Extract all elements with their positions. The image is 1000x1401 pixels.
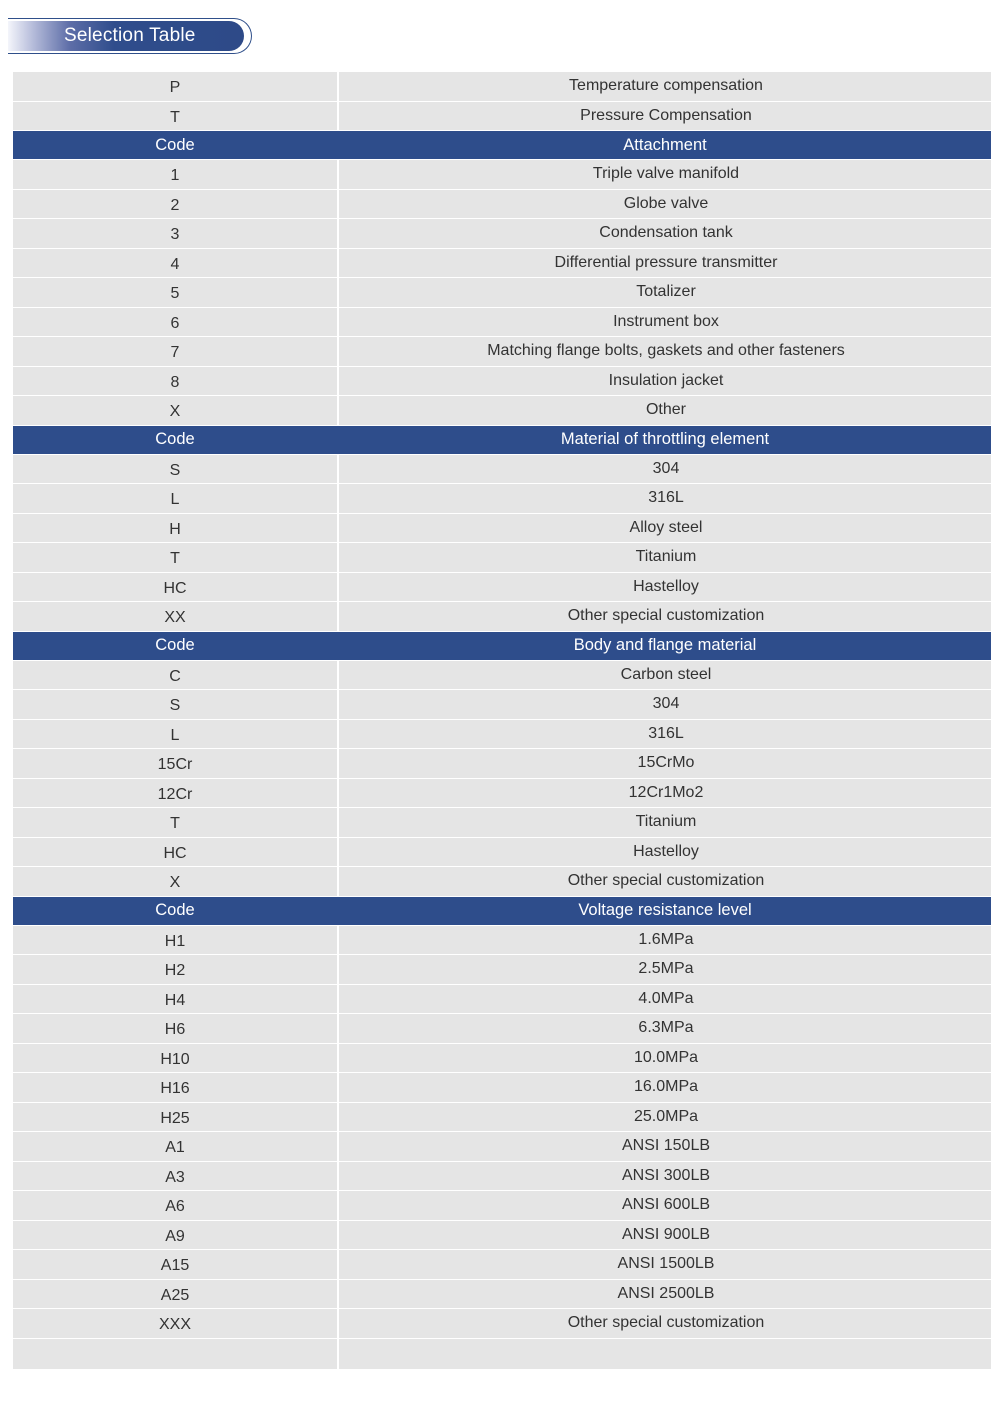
table-row	[13, 190, 991, 220]
table-row	[13, 573, 991, 603]
table-row	[13, 396, 991, 426]
table-row	[13, 779, 991, 809]
code-cell: HC	[13, 838, 339, 867]
description-cell: Titanium	[635, 548, 697, 566]
table-row	[13, 661, 991, 691]
table-row	[13, 926, 991, 956]
code-cell: 2	[13, 190, 339, 219]
description-cell: Differential pressure transmitter	[554, 253, 778, 271]
description-cell: Carbon steel	[620, 665, 712, 683]
code-cell: A3	[13, 1162, 339, 1191]
table-row	[13, 955, 991, 985]
table-row	[13, 1103, 991, 1133]
table-row	[13, 690, 991, 720]
code-cell: XXX	[13, 1309, 339, 1338]
header-description-label: Attachment	[623, 135, 707, 154]
description-cell: Matching flange bolts, gaskets and other fasteners	[487, 342, 845, 360]
description-cell	[339, 1339, 991, 1369]
header-description-label: Body and flange material	[573, 636, 757, 654]
code-cell: A6	[13, 1191, 339, 1220]
code-cell: P	[13, 72, 339, 101]
description-cell: 25.0MPa	[633, 1107, 699, 1125]
code-cell: X	[13, 396, 339, 425]
section-title: Selection Table	[64, 25, 196, 46]
description-cell: Triple valve manifold	[592, 165, 740, 183]
description-cell: ANSI 600LB	[621, 1196, 711, 1214]
table-row	[13, 484, 991, 514]
table-row	[13, 1250, 991, 1280]
header-description-label: Material of throttling element	[560, 430, 770, 448]
table-row	[13, 455, 991, 485]
header-code-label: Code	[155, 430, 195, 448]
table-row	[13, 160, 991, 190]
description-cell: 316L	[648, 489, 684, 507]
description-cell: ANSI 300LB	[621, 1166, 711, 1184]
table-row	[13, 1162, 991, 1192]
code-cell: A9	[13, 1221, 339, 1250]
code-cell: T	[13, 808, 339, 837]
description-cell: 6.3MPa	[638, 1019, 694, 1037]
table-row	[13, 543, 991, 573]
code-cell: H10	[13, 1044, 339, 1073]
table-row	[13, 337, 991, 367]
code-cell: 3	[13, 219, 339, 248]
code-cell: H2	[13, 955, 339, 984]
description-cell: ANSI 2500LB	[617, 1284, 715, 1302]
code-cell: 5	[13, 278, 339, 307]
table-row	[13, 720, 991, 750]
description-cell: ANSI 1500LB	[617, 1255, 715, 1273]
table-row	[13, 219, 991, 249]
code-cell: XX	[13, 602, 339, 631]
description-cell: Globe valve	[623, 194, 709, 212]
table-row	[13, 1191, 991, 1221]
code-cell: 15Cr	[13, 749, 339, 778]
code-cell: T	[13, 543, 339, 572]
description-cell: Instrument box	[613, 312, 719, 330]
description-cell: 10.0MPa	[633, 1048, 699, 1066]
table-row	[13, 838, 991, 868]
code-cell: X	[13, 867, 339, 896]
code-cell: C	[13, 661, 339, 690]
table-row	[13, 1309, 991, 1339]
table-section-header	[13, 897, 991, 926]
table-row	[13, 867, 991, 897]
code-cell: 8	[13, 367, 339, 396]
header-code-label: Code	[155, 135, 195, 154]
code-cell: A1	[13, 1132, 339, 1161]
description-cell: Hastelloy	[633, 577, 699, 595]
selection-table	[13, 72, 991, 1370]
code-cell: H6	[13, 1014, 339, 1043]
table-row	[13, 1221, 991, 1251]
table-row	[13, 1339, 991, 1370]
table-row	[13, 808, 991, 838]
code-cell: S	[13, 690, 339, 719]
table-row	[13, 308, 991, 338]
code-cell: 12Cr	[13, 779, 339, 808]
description-cell: Alloy steel	[629, 518, 703, 536]
code-cell: S	[13, 455, 339, 484]
table-row	[13, 367, 991, 397]
code-cell: T	[13, 102, 339, 131]
code-cell: H16	[13, 1073, 339, 1102]
code-cell: 1	[13, 160, 339, 189]
code-cell: 4	[13, 249, 339, 278]
description-cell: Hastelloy	[633, 842, 699, 860]
code-cell: L	[13, 720, 339, 749]
description-cell: 304	[652, 695, 680, 713]
code-cell: HC	[13, 573, 339, 602]
description-cell: 16.0MPa	[633, 1078, 699, 1096]
table-row	[13, 72, 991, 102]
table-row	[13, 1280, 991, 1310]
description-cell: 1.6MPa	[638, 930, 694, 948]
description-cell: Temperature compensation	[569, 77, 763, 95]
table-row	[13, 1044, 991, 1074]
table-row	[13, 749, 991, 779]
description-cell: ANSI 150LB	[621, 1137, 711, 1155]
code-cell: H1	[13, 926, 339, 955]
code-cell: A25	[13, 1280, 339, 1309]
table-section-header	[13, 632, 991, 661]
table-row	[13, 278, 991, 308]
header-code-label: Code	[155, 636, 195, 654]
section-title-banner	[8, 21, 244, 51]
description-cell: 12Cr1Mo2	[628, 783, 704, 801]
description-cell: Condensation tank	[599, 224, 733, 242]
description-cell: Totalizer	[636, 283, 696, 301]
section-title-tab	[8, 18, 252, 54]
description-cell: ANSI 900LB	[621, 1225, 711, 1243]
description-cell: 4.0MPa	[638, 989, 694, 1007]
header-code-label: Code	[155, 901, 195, 919]
description-cell: 316L	[648, 724, 684, 742]
description-cell: Other special customization	[567, 872, 765, 890]
header-description-label: Voltage resistance level	[578, 901, 752, 919]
table-row	[13, 1014, 991, 1044]
table-section-header	[13, 426, 991, 455]
table-row	[13, 102, 991, 132]
description-cell: Titanium	[635, 813, 697, 831]
code-cell: A15	[13, 1250, 339, 1279]
code-cell: L	[13, 484, 339, 513]
description-cell: Other special customization	[567, 1314, 765, 1332]
description-cell: Other special customization	[567, 607, 765, 625]
description-cell: 304	[652, 459, 680, 477]
code-cell: 6	[13, 308, 339, 337]
description-cell: 15CrMo	[637, 754, 695, 772]
description-cell: Insulation jacket	[608, 371, 724, 389]
code-cell: 7	[13, 337, 339, 366]
table-row	[13, 602, 991, 632]
code-cell: H25	[13, 1103, 339, 1132]
table-section-header	[13, 131, 991, 160]
table-row	[13, 985, 991, 1015]
table-row	[13, 1073, 991, 1103]
code-cell	[13, 1339, 339, 1369]
code-cell: H	[13, 514, 339, 543]
description-cell: 2.5MPa	[638, 960, 694, 978]
description-cell: Pressure Compensation	[580, 106, 752, 124]
table-row	[13, 249, 991, 279]
description-cell: Other	[645, 401, 686, 419]
table-row	[13, 514, 991, 544]
table-row	[13, 1132, 991, 1162]
code-cell: H4	[13, 985, 339, 1014]
